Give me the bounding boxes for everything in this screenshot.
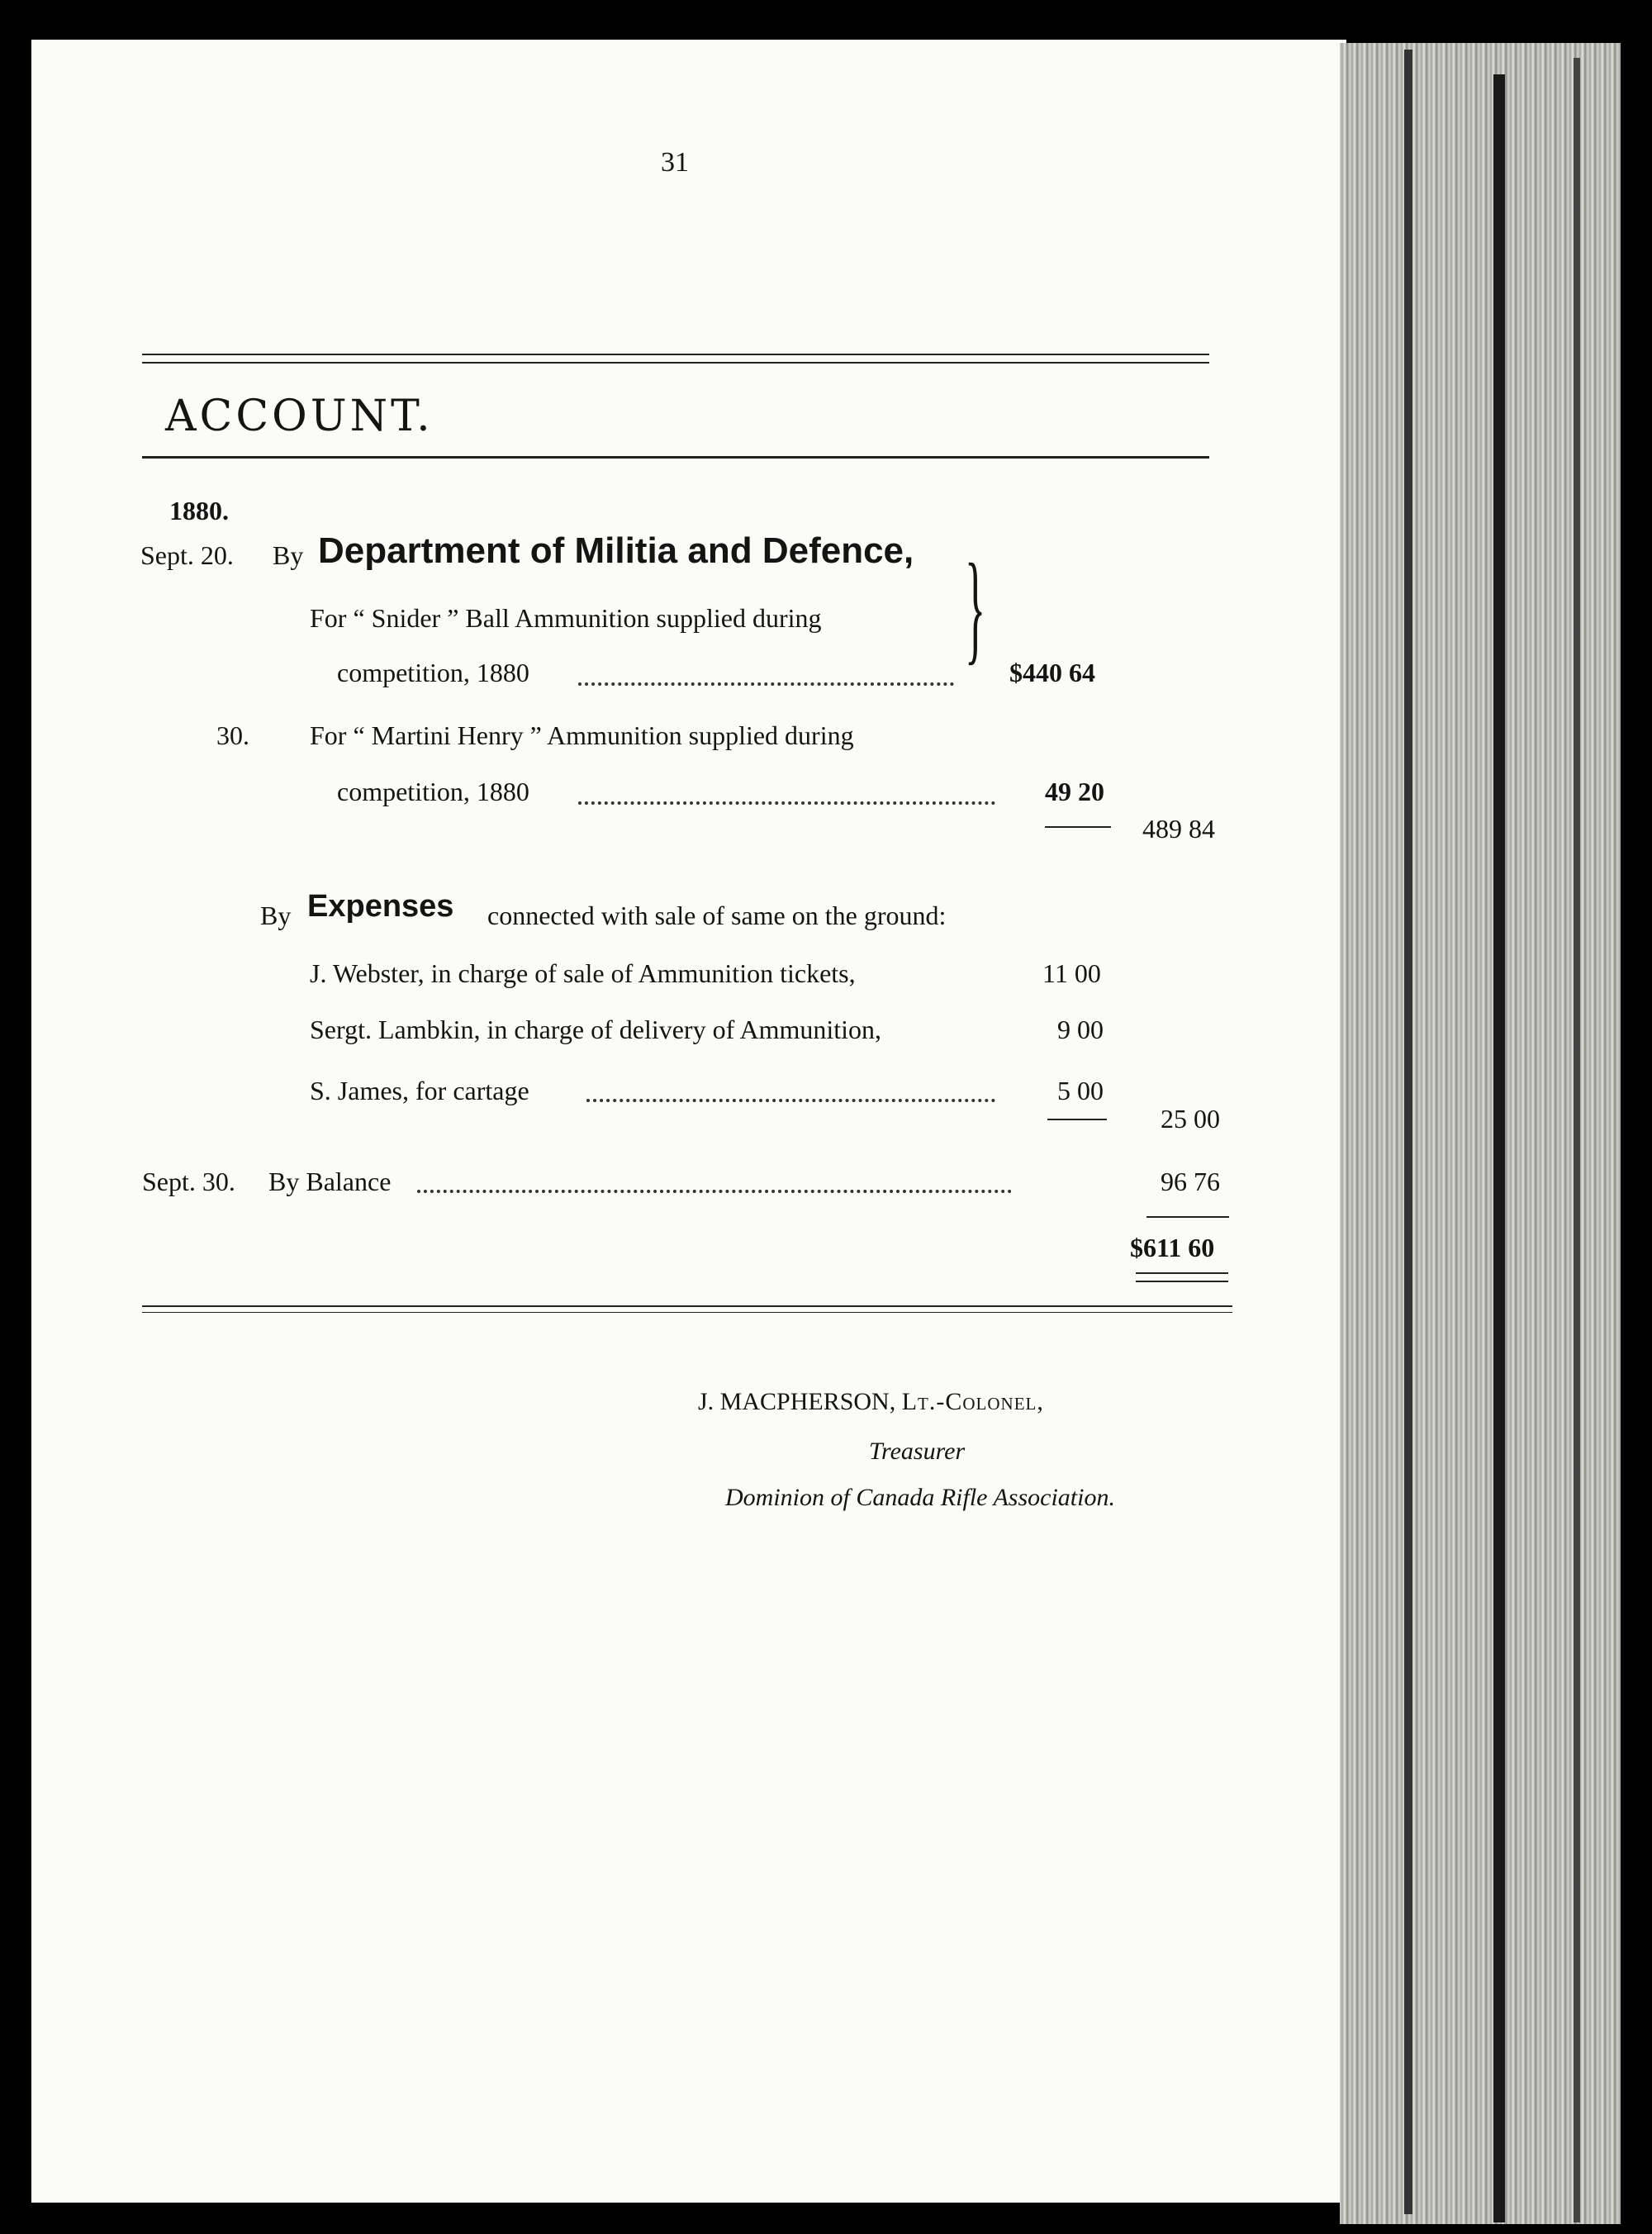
top-double-rule — [142, 362, 1209, 364]
closing-rule — [142, 1312, 1232, 1313]
total-double-rule — [1146, 1216, 1229, 1218]
closing-rule — [142, 1305, 1232, 1307]
total-double-rule — [1136, 1272, 1228, 1274]
balance-date: Sept. 30. — [142, 1167, 235, 1196]
heading-rule — [142, 456, 1209, 459]
expense-item-amount: 9 00 — [1057, 1015, 1104, 1044]
year-label: 1880. — [169, 496, 229, 525]
top-double-rule — [142, 354, 1209, 355]
signature-block — [698, 1388, 1044, 1416]
martini-description: For “ Martini Henry ” Ammunition supplied during — [310, 720, 854, 750]
expense-item-label: Sergt. Lambkin, in charge of delivery of Ammunition, — [310, 1015, 882, 1044]
signatory-title: Treasurer — [869, 1438, 966, 1465]
martini-description-cont: competition, 1880 — [337, 777, 529, 806]
leader-dots — [417, 1190, 1012, 1193]
snider-amount: $440 64 — [1009, 658, 1095, 687]
expenses-total: 25 00 — [1161, 1104, 1220, 1134]
expense-item-amount: 5 00 — [1057, 1076, 1104, 1105]
leader-dots — [578, 801, 995, 805]
ledger-page — [31, 40, 1346, 2203]
brace-glyph: } — [965, 539, 986, 676]
expenses-title: Expenses — [307, 889, 454, 924]
page-number: 31 — [661, 147, 689, 178]
account-heading: ACCOUNT. — [165, 392, 434, 441]
signatory-rank: Lt.-Colonel, — [901, 1388, 1044, 1415]
grand-total: $611 60 — [1130, 1233, 1215, 1262]
entry-date: 30. — [216, 720, 249, 750]
subtotal-rule — [1047, 1119, 1107, 1120]
snider-description: For “ Snider ” Ball Ammunition supplied during — [310, 603, 822, 633]
balance-label: By Balance — [268, 1167, 392, 1196]
snider-description-cont: competition, 1880 — [337, 658, 529, 687]
subtotal-rule — [1045, 826, 1111, 828]
signatory-name: J. MACPHERSON, — [698, 1388, 896, 1415]
balance-amount: 96 76 — [1161, 1167, 1220, 1196]
ammunition-total: 489 84 — [1142, 814, 1215, 844]
page-edge-shadow — [1574, 58, 1580, 2222]
entry-date: Sept. 20. — [140, 540, 234, 570]
expenses-description: connected with sale of same on the ground: — [487, 901, 947, 930]
expense-item-label: J. Webster, in charge of sale of Ammunition tickets, — [310, 958, 856, 988]
entry-by: By — [273, 540, 304, 570]
total-double-rule — [1136, 1281, 1228, 1282]
signatory-organization: Dominion of Canada Rifle Association. — [725, 1484, 1115, 1511]
martini-amount: 49 20 — [1045, 777, 1104, 806]
expense-item-label: S. James, for cartage — [310, 1076, 529, 1105]
department-name: Department of Militia and Defence, — [318, 530, 914, 571]
page-edge-shadow — [1493, 74, 1505, 2222]
leader-dots — [578, 682, 954, 686]
expense-item-amount: 11 00 — [1042, 958, 1101, 988]
page-edge-shadow — [1404, 50, 1412, 2214]
leader-dots — [586, 1099, 995, 1102]
expenses-by: By — [260, 901, 292, 930]
